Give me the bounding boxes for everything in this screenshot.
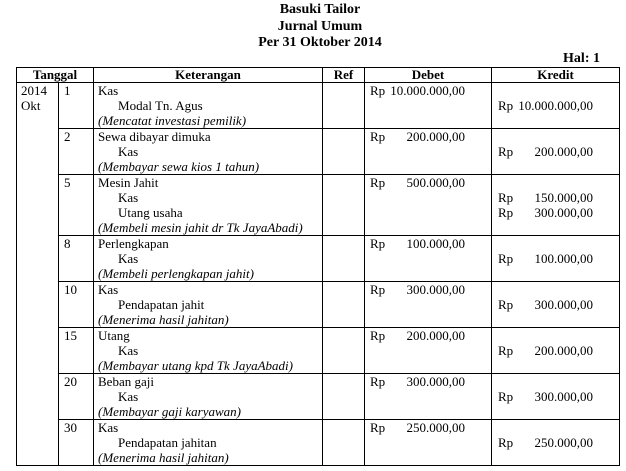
entry-note: (Membayar gaji karyawan) [98, 404, 241, 419]
entry-day-cell [59, 83, 94, 129]
journal-title: Jurnal Umum [277, 18, 363, 34]
currency-label: Rp [498, 435, 514, 450]
credit-amount-line [492, 113, 619, 128]
entry-day-cell [59, 129, 94, 175]
entry-credit-cell [492, 129, 620, 175]
currency-label: Rp [370, 175, 386, 190]
debit-amount: 200.000,00 [406, 129, 466, 144]
entry-period-cell [17, 83, 59, 466]
journal-entry-row [17, 236, 620, 282]
debit-amount-line [365, 113, 491, 128]
entry-credit-cell [492, 236, 620, 282]
credit-amount: 300.000,00 [534, 389, 594, 404]
journal-entry-row [17, 83, 620, 129]
entry-note: (Mencatat investasi pemilik) [98, 113, 247, 128]
debit-amount-line [365, 83, 491, 98]
journal-header [17, 68, 620, 83]
entry-ref-cell [323, 374, 365, 420]
entry-year: 2014 [21, 83, 47, 98]
credit-account-name: Modal Tn. Agus [118, 98, 203, 113]
debit-amount-line [365, 343, 491, 358]
credit-amount-line [492, 129, 619, 144]
entry-ref-cell [323, 282, 365, 328]
entry-note: (Membayar utang kpd Tk JayaAbadi) [98, 358, 293, 373]
entry-day: 1 [64, 83, 71, 98]
credit-amount-line [492, 175, 619, 190]
entry-note: (Membeli mesin jahit dr Tk JayaAbadi) [98, 220, 303, 235]
journal-period: Per 31 Oktober 2014 [258, 35, 382, 50]
debit-account-name: Sewa dibayar dimuka [98, 129, 211, 144]
currency-label: Rp [498, 98, 514, 113]
journal-entry-row [17, 374, 620, 420]
entry-day: 15 [64, 328, 77, 343]
journal-entry-row [17, 420, 620, 466]
entry-day: 8 [64, 236, 71, 251]
entry-day: 10 [64, 282, 77, 297]
credit-account-name: Kas [118, 389, 139, 404]
credit-amount: 250.000,00 [534, 435, 594, 450]
credit-account-name: Kas [118, 144, 139, 159]
entry-debit-cell [365, 420, 492, 466]
entry-description-cell [94, 129, 323, 175]
currency-label: Rp [498, 389, 514, 404]
entry-debit-cell [365, 374, 492, 420]
credit-account-name: Kas [118, 343, 139, 358]
entry-note: (Membeli perlengkapan jahit) [98, 266, 254, 281]
credit-amount-line [492, 450, 619, 465]
entry-debit-cell [365, 129, 492, 175]
journal-entry-row [17, 328, 620, 374]
credit-amount-line [492, 435, 619, 450]
credit-amount-line [492, 297, 619, 312]
currency-label: Rp [498, 251, 514, 266]
credit-amount-line [492, 358, 619, 373]
entry-note: (Membayar sewa kios 1 tahun) [98, 159, 260, 174]
debit-amount: 100.000,00 [406, 236, 466, 251]
debit-amount: 10.000.000,00 [390, 83, 466, 98]
entry-debit-cell [365, 282, 492, 328]
credit-amount: 100.000,00 [534, 251, 594, 266]
document-title-block [14, 2, 626, 52]
debit-account-name: Perlengkapan [98, 236, 169, 251]
credit-amount: 200.000,00 [534, 144, 594, 159]
debit-column-header: Debet [365, 68, 492, 83]
entry-credit-cell [492, 83, 620, 129]
currency-label: Rp [498, 205, 514, 220]
credit-amount: 200.000,00 [534, 343, 594, 358]
entry-day-cell [59, 236, 94, 282]
debit-amount: 200.000,00 [406, 328, 466, 343]
entry-credit-cell [492, 175, 620, 236]
credit-amount-line [492, 282, 619, 297]
debit-amount-line [365, 251, 491, 266]
entry-description-cell [94, 236, 323, 282]
journal-header-row [17, 68, 620, 83]
credit-amount-line [492, 374, 619, 389]
currency-label: Rp [370, 282, 386, 297]
journal-body [17, 83, 620, 466]
debit-amount-line [365, 236, 491, 251]
entry-day-cell [59, 175, 94, 236]
entry-description-cell [94, 420, 323, 466]
currency-label: Rp [498, 144, 514, 159]
credit-account-name: Kas [118, 251, 139, 266]
debit-account-name: Kas [98, 282, 119, 297]
currency-label: Rp [370, 420, 386, 435]
currency-label: Rp [498, 190, 514, 205]
credit-amount-line [492, 144, 619, 159]
credit-amount-line [492, 83, 619, 98]
currency-label: Rp [370, 236, 386, 251]
entry-ref-cell [323, 328, 365, 374]
journal-entry-row [17, 282, 620, 328]
page-number: Hal: 1 [563, 51, 600, 66]
debit-amount-line [365, 312, 491, 327]
credit-amount-line [492, 220, 619, 235]
debit-amount-line [365, 404, 491, 419]
entry-ref-cell [323, 129, 365, 175]
company-name: Basuki Tailor [279, 2, 361, 17]
credit-amount-line [492, 159, 619, 174]
entry-note: (Menerima hasil jahitan) [98, 312, 229, 327]
currency-label: Rp [370, 83, 386, 98]
entry-day-cell [59, 282, 94, 328]
debit-amount-line [365, 175, 491, 190]
currency-label: Rp [498, 343, 514, 358]
entry-description-cell [94, 175, 323, 236]
entry-note: (Menerima hasil jahitan) [98, 450, 229, 465]
currency-label: Rp [370, 328, 386, 343]
currency-label: Rp [498, 297, 514, 312]
entry-description-cell [94, 374, 323, 420]
credit-amount-line [492, 389, 619, 404]
debit-amount-line [365, 389, 491, 404]
debit-amount-line [365, 190, 491, 205]
debit-amount-line [365, 297, 491, 312]
credit-account-name: Pendapatan jahit [118, 297, 205, 312]
debit-amount-line [365, 205, 491, 220]
credit-amount: 300.000,00 [534, 297, 594, 312]
entry-day: 30 [64, 420, 77, 435]
entry-description-cell [94, 282, 323, 328]
credit-amount-line [492, 205, 619, 220]
entry-ref-cell [323, 420, 365, 466]
entry-day-cell [59, 420, 94, 466]
debit-amount: 300.000,00 [406, 374, 466, 389]
credit-account-name: Pendapatan jahitan [118, 435, 217, 450]
debit-amount-line [365, 144, 491, 159]
journal-entry-row [17, 175, 620, 236]
debit-account-name: Utang [98, 328, 130, 343]
entry-description-cell [94, 328, 323, 374]
date-column-header: Tanggal [17, 68, 94, 83]
description-column-header: Keterangan [94, 68, 323, 83]
entry-debit-cell [365, 175, 492, 236]
debit-account-name: Mesin Jahit [98, 175, 159, 190]
credit-column-header: Kredit [492, 68, 620, 83]
currency-label: Rp [370, 129, 386, 144]
entry-debit-cell [365, 83, 492, 129]
credit-amount-line [492, 312, 619, 327]
credit-amount: 300.000,00 [534, 205, 594, 220]
credit-amount-line [492, 404, 619, 419]
entry-month: Okt [21, 98, 41, 113]
ref-column-header: Ref [323, 68, 365, 83]
debit-amount-line [365, 420, 491, 435]
debit-amount-line [365, 159, 491, 174]
debit-amount-line [365, 98, 491, 113]
entry-description-cell [94, 83, 323, 129]
credit-amount: 150.000,00 [534, 190, 594, 205]
credit-amount-line [492, 236, 619, 251]
debit-amount-line [365, 129, 491, 144]
entry-day-cell [59, 328, 94, 374]
credit-account-name: Kas [118, 190, 139, 205]
journal-entry-row [17, 129, 620, 175]
credit-amount-line [492, 251, 619, 266]
entry-credit-cell [492, 282, 620, 328]
entry-credit-cell [492, 374, 620, 420]
debit-amount-line [365, 282, 491, 297]
entry-day-cell [59, 374, 94, 420]
entry-day: 20 [64, 374, 77, 389]
entry-ref-cell [323, 175, 365, 236]
entry-day: 2 [64, 129, 71, 144]
credit-amount-line [492, 420, 619, 435]
general-journal-table [16, 67, 620, 466]
credit-amount: 10.000.000,00 [518, 98, 594, 113]
currency-label: Rp [370, 374, 386, 389]
debit-amount-line [365, 374, 491, 389]
debit-account-name: Kas [98, 83, 119, 98]
debit-amount: 250.000,00 [406, 420, 466, 435]
debit-amount-line [365, 435, 491, 450]
debit-amount-line [365, 328, 491, 343]
debit-amount-line [365, 358, 491, 373]
entry-ref-cell [323, 83, 365, 129]
credit-amount-line [492, 266, 619, 281]
debit-account-name: Kas [98, 420, 119, 435]
entry-debit-cell [365, 236, 492, 282]
entry-ref-cell [323, 236, 365, 282]
debit-account-name: Beban gaji [98, 374, 154, 389]
entry-debit-cell [365, 328, 492, 374]
credit-amount-line [492, 190, 619, 205]
debit-amount-line [365, 220, 491, 235]
entry-day: 5 [64, 175, 71, 190]
debit-amount: 300.000,00 [406, 282, 466, 297]
debit-amount-line [365, 266, 491, 281]
debit-amount: 500.000,00 [406, 175, 466, 190]
credit-account-name: Utang usaha [118, 205, 183, 220]
credit-amount-line [492, 98, 619, 113]
entry-credit-cell [492, 328, 620, 374]
entry-credit-cell [492, 420, 620, 466]
credit-amount-line [492, 328, 619, 343]
debit-amount-line [365, 450, 491, 465]
credit-amount-line [492, 343, 619, 358]
